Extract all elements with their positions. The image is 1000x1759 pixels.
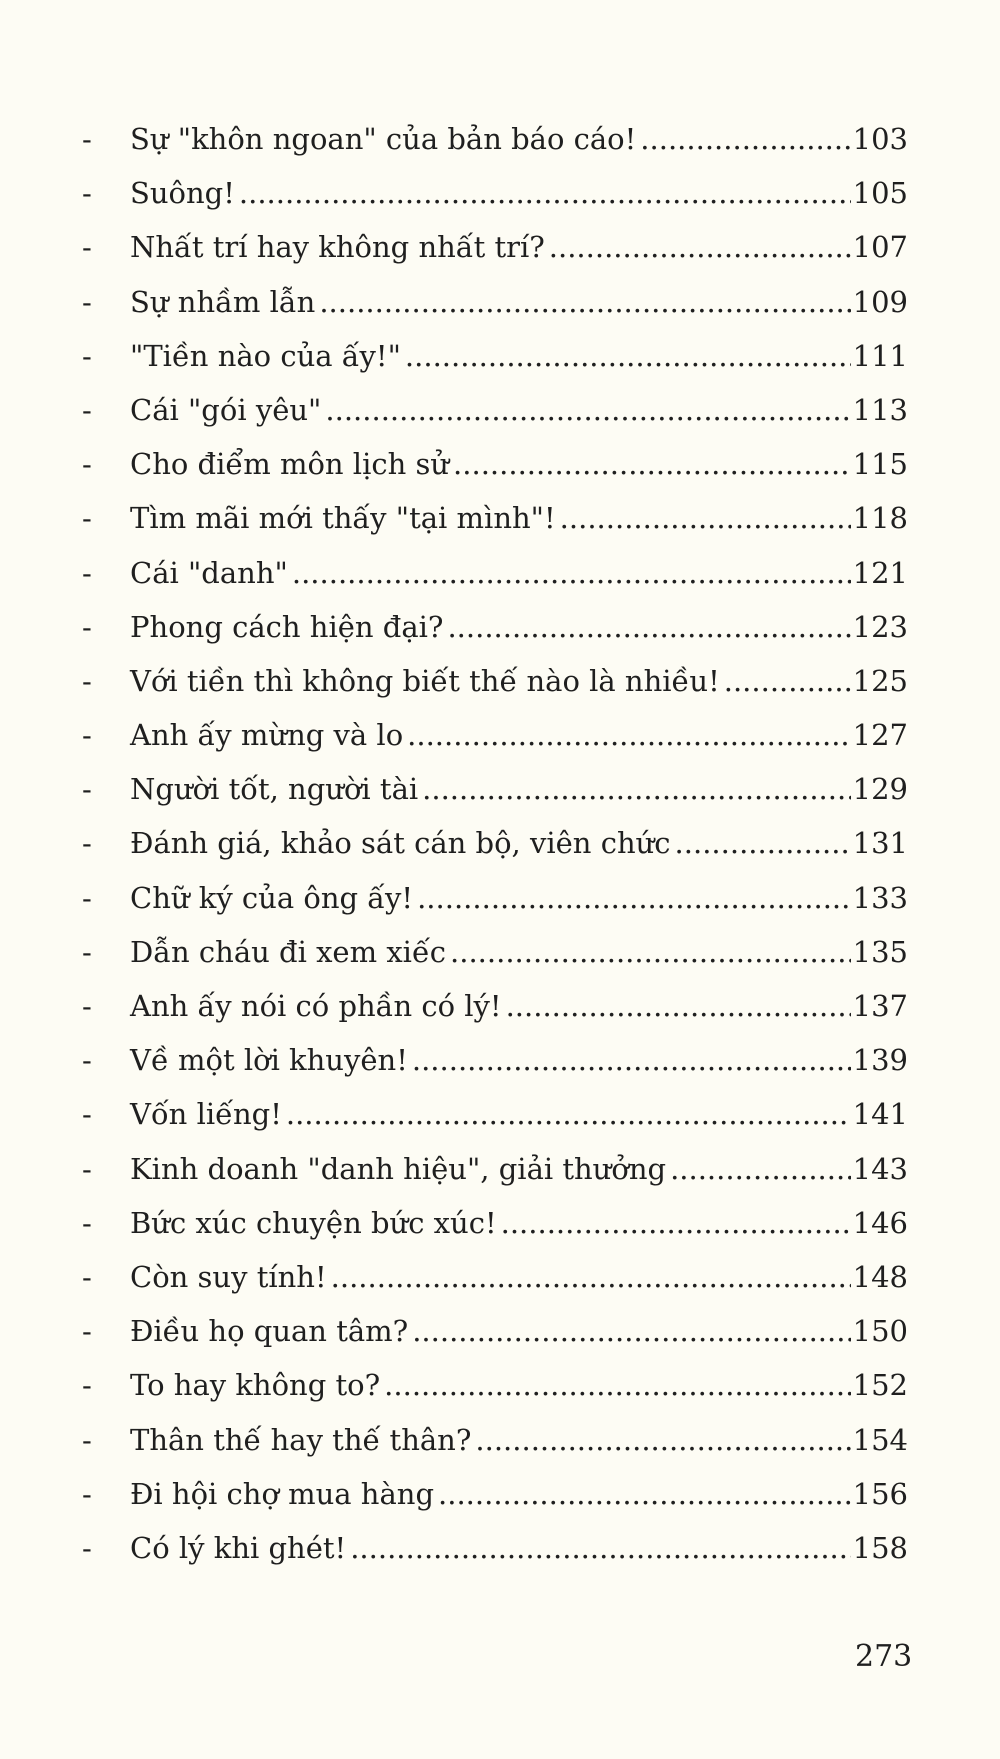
toc-entry-title: Anh ấy nói có phần có lý!: [130, 989, 502, 1023]
toc-entry: [82, 708, 908, 762]
toc-entry-title: Với tiền thì không biết thế nào là nhiều!: [130, 663, 720, 698]
toc-entry-title: Còn suy tính!: [130, 1259, 327, 1294]
toc-entry: [82, 762, 908, 816]
toc-entry-dash: -: [82, 880, 92, 915]
toc-entry-dash: -: [82, 826, 92, 861]
dot-leader: [438, 1467, 851, 1521]
dot-leader: [724, 654, 851, 708]
toc-entry: [82, 925, 908, 979]
toc-entry-page: 109: [852, 284, 908, 319]
toc-entry-dash: -: [82, 1422, 92, 1457]
toc-entry-page: 150: [852, 1314, 908, 1349]
toc-entry: [82, 546, 908, 600]
toc-entry-title: Vốn liếng!: [130, 1097, 282, 1132]
toc-entry-dash: -: [82, 609, 92, 644]
toc-entry-title: Anh ấy mừng và lo: [130, 718, 404, 753]
toc-entry: [82, 1413, 908, 1467]
toc-entry: [82, 1142, 908, 1196]
toc-entry-dash: -: [82, 989, 92, 1023]
dot-leader: [412, 1033, 851, 1087]
toc-entry-page: 137: [852, 989, 908, 1023]
dot-leader: [450, 925, 851, 979]
toc-entry-dash: -: [82, 122, 92, 156]
toc-entry-title: Cái "danh": [130, 555, 288, 590]
toc-entry-page: 125: [852, 663, 908, 698]
toc-entry-dash: -: [82, 718, 92, 753]
toc-entry-dash: -: [82, 284, 92, 319]
toc-entry-page: 123: [852, 609, 908, 644]
toc-entry-dash: -: [82, 1368, 92, 1403]
dot-leader: [549, 220, 851, 274]
toc-entry-title: Điều họ quan tâm?: [130, 1314, 409, 1349]
dot-leader: [239, 166, 851, 220]
toc-entry-title: Có lý khi ghét!: [130, 1530, 347, 1565]
toc-entry-dash: -: [82, 1530, 92, 1565]
dot-leader: [407, 708, 850, 762]
dot-leader: [319, 275, 850, 329]
toc-entry: [82, 329, 908, 383]
toc-entry-dash: -: [82, 772, 92, 807]
toc-entry: [82, 1250, 908, 1304]
toc-entry-title: Sự nhầm lẫn: [130, 284, 316, 319]
dot-leader: [292, 546, 851, 600]
toc-entry-page: 127: [852, 718, 908, 753]
dot-leader: [447, 600, 850, 654]
dot-leader: [475, 1413, 850, 1467]
toc-entry-page: 131: [852, 826, 908, 861]
toc-entry-dash: -: [82, 501, 92, 536]
toc-entry: [82, 979, 908, 1033]
toc-entry: [82, 112, 908, 166]
toc-entry-title: Bức xúc chuyện bức xúc!: [130, 1205, 497, 1240]
toc-entry-title: Phong cách hiện đại?: [130, 609, 444, 644]
toc-entry: [82, 600, 908, 654]
toc-entry-title: Dẫn cháu đi xem xiếc: [130, 934, 447, 969]
toc-entry-title: Cái "gói yêu": [130, 392, 322, 427]
toc-entry-page: 141: [852, 1097, 908, 1132]
toc-entry: [82, 220, 908, 274]
toc-entry-page: 105: [852, 176, 908, 211]
toc-entry-title: Đi hội chợ mua hàng: [130, 1476, 435, 1511]
toc-entry-page: 154: [852, 1422, 908, 1457]
toc-entry-title: "Tiền nào của ấy!": [130, 338, 401, 373]
dot-leader: [384, 1358, 850, 1412]
toc-entry: [82, 1358, 908, 1412]
toc-entry-dash: -: [82, 1476, 92, 1511]
toc-entry-page: 139: [852, 1043, 908, 1078]
toc-entry-dash: -: [82, 1314, 92, 1349]
toc-entry: [82, 871, 908, 925]
toc-entry-page: 121: [852, 555, 908, 590]
page-number: 273: [855, 1639, 913, 1674]
toc-entry: [82, 1521, 908, 1575]
dot-leader: [453, 437, 851, 491]
toc-entry: [82, 1467, 908, 1521]
toc-entry-title: Về một lời khuyên!: [130, 1043, 408, 1078]
toc-entry: [82, 1304, 908, 1358]
dot-leader: [640, 112, 850, 166]
dot-leader: [670, 1142, 851, 1196]
toc-entry-dash: -: [82, 392, 92, 427]
dot-leader: [350, 1521, 850, 1575]
toc-entry-dash: -: [82, 1205, 92, 1240]
toc-entry-title: To hay không to?: [130, 1368, 381, 1403]
toc-entry-dash: -: [82, 934, 92, 969]
dot-leader: [412, 1304, 850, 1358]
toc-entry-page: 152: [852, 1368, 908, 1403]
toc-entry-dash: -: [82, 230, 92, 265]
toc-entry-dash: -: [82, 338, 92, 373]
toc-entry-page: 115: [852, 447, 908, 482]
toc-entry-page: 146: [852, 1205, 908, 1240]
toc-entry-dash: -: [82, 1259, 92, 1294]
toc-entry: [82, 1033, 908, 1087]
toc-entry-dash: -: [82, 176, 92, 211]
table-of-contents: [82, 112, 908, 1575]
toc-entry-page: 148: [852, 1259, 908, 1294]
toc-entry: [82, 1196, 908, 1250]
toc-entry-title: Kinh doanh "danh hiệu", giải thưởng: [130, 1151, 667, 1186]
toc-entry: [82, 383, 908, 437]
toc-entry-dash: -: [82, 1151, 92, 1186]
toc-entry-page: 135: [852, 934, 908, 969]
toc-entry-dash: -: [82, 555, 92, 590]
toc-entry-dash: -: [82, 447, 92, 482]
toc-entry-page: 156: [852, 1476, 908, 1511]
toc-entry-title: Sự "khôn ngoan" của bản báo cáo!: [130, 122, 637, 156]
dot-leader: [506, 979, 851, 1033]
toc-entry-page: 133: [852, 880, 908, 915]
toc-entry-dash: -: [82, 1043, 92, 1078]
dot-leader: [501, 1196, 851, 1250]
toc-entry-page: 143: [852, 1151, 908, 1186]
toc-entry-title: Đánh giá, khảo sát cán bộ, viên chức: [130, 826, 671, 861]
toc-entry: [82, 491, 908, 545]
toc-entry: [82, 437, 908, 491]
toc-entry-page: 118: [852, 501, 908, 536]
dot-leader: [325, 383, 850, 437]
toc-entry-title: Thân thế hay thế thân?: [130, 1422, 472, 1457]
toc-entry-title: Chữ ký của ông ấy!: [130, 880, 414, 915]
toc-entry-page: 111: [852, 338, 908, 373]
toc-entry: [82, 275, 908, 329]
toc-entry: [82, 816, 908, 870]
dot-leader: [675, 816, 851, 870]
toc-entry-page: 158: [852, 1530, 908, 1565]
toc-entry-title: Suông!: [130, 176, 235, 211]
dot-leader: [331, 1250, 851, 1304]
toc-entry: [82, 654, 908, 708]
toc-entry: [82, 1087, 908, 1141]
toc-entry-dash: -: [82, 1097, 92, 1132]
toc-entry-page: 107: [852, 230, 908, 265]
dot-leader: [286, 1087, 851, 1141]
toc-entry-title: Nhất trí hay không nhất trí?: [130, 230, 545, 265]
toc-entry-title: Tìm mãi mới thấy "tại mình"!: [130, 501, 556, 536]
dot-leader: [405, 329, 851, 383]
dot-leader: [422, 762, 850, 816]
toc-entry: [82, 166, 908, 220]
toc-entry-dash: -: [82, 663, 92, 698]
toc-entry-page: 113: [852, 392, 908, 427]
dot-leader: [560, 491, 851, 545]
toc-entry-title: Cho điểm môn lịch sử: [130, 447, 450, 482]
toc-entry-page: 103: [852, 122, 908, 156]
toc-entry-page: 129: [852, 772, 908, 807]
toc-entry-title: Người tốt, người tài: [130, 772, 419, 807]
dot-leader: [417, 871, 851, 925]
